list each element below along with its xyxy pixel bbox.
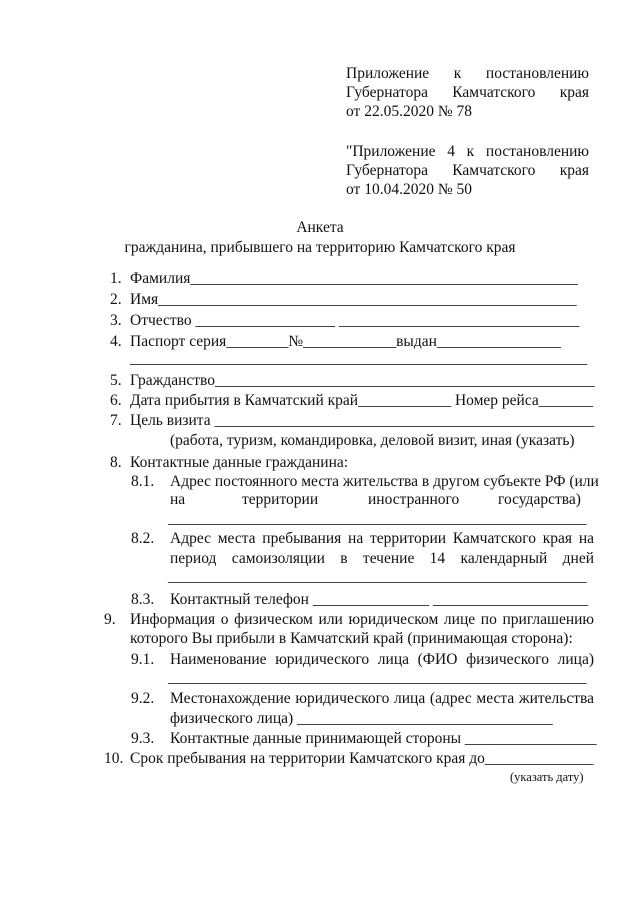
header-line: от 22.05.2020 № 78 xyxy=(346,103,472,120)
host-contacts-field: Контактные данные принимающей стороны _________________ xyxy=(170,730,597,747)
surname-field: Фамилия__________________________________________________ xyxy=(130,270,578,287)
item-number: 8.1. xyxy=(131,473,155,490)
permanent-address-label-2: территории xyxy=(242,491,319,508)
header-line: "Приложение 4 к постановлению xyxy=(346,143,589,160)
stay-period-field: Срок пребывания на территории Камчатского края до______________ xyxy=(130,750,594,767)
host-info-label-2: которого Вы прибыли в Камчатский край (принимающая сторона): xyxy=(130,630,573,647)
header-original-block xyxy=(346,142,589,199)
visit-purpose-hint: (работа, туризм, командировка, деловой визит, иная (указать) xyxy=(170,432,575,449)
stay-address-label-2: период самоизоляции в течение 14 календарный дней xyxy=(170,550,594,567)
contact-data-heading: Контактные данные гражданина: xyxy=(130,454,349,471)
passport-field: Паспорт серия________№____________выдан________________ xyxy=(130,333,561,350)
host-name-line: ______________________________________________________ xyxy=(168,669,587,686)
passport-line-2: ___________________________________________________________ xyxy=(130,350,588,367)
item-number: 2. xyxy=(110,291,122,308)
item-number: 9. xyxy=(104,611,116,628)
permanent-address-label: Адрес постоянного места жительства в другом субъекте РФ (или xyxy=(170,473,599,490)
permanent-address-label-2: государства) xyxy=(498,491,581,508)
citizenship-field: Гражданство_________________________________________________ xyxy=(130,372,595,389)
item-number: 8.3. xyxy=(131,591,155,608)
permanent-address-label-2: на xyxy=(170,491,186,508)
stay-period-hint: (указать дату) xyxy=(510,770,584,784)
item-number: 8.2. xyxy=(131,530,155,547)
stay-address-line: ______________________________________________________ xyxy=(168,568,587,585)
arrival-date-field: Дата прибытия в Камчатский край____________ Номер рейса_______ xyxy=(130,392,594,409)
contact-phone-field: Контактный телефон _______________ ____________________ xyxy=(170,591,588,608)
patronymic-field: Отчество __________________ _______________________________ xyxy=(130,312,580,329)
item-number: 7. xyxy=(110,412,122,429)
name-field: Имя______________________________________________________ xyxy=(130,291,577,308)
permanent-address-line: ______________________________________________________ xyxy=(168,510,587,527)
header-line: Губернатора Камчатского края xyxy=(346,84,589,101)
host-location-field: физического лица) _________________________________ xyxy=(170,710,553,727)
form-title: Анкета xyxy=(296,219,344,236)
item-number: 6. xyxy=(110,392,122,409)
item-number: 8. xyxy=(110,454,122,471)
item-number: 10. xyxy=(104,750,124,767)
permanent-address-label-2: иностранного xyxy=(368,491,460,508)
header-line: Губернатора Камчатского края xyxy=(346,162,589,179)
header-appendix-block xyxy=(346,64,589,121)
host-location-label: Местонахождение юридического лица (адрес места жительства xyxy=(170,690,594,707)
item-number: 3. xyxy=(110,312,122,329)
host-info-label: Информация о физическом или юридическом лице по приглашению xyxy=(130,611,594,628)
item-number: 4. xyxy=(110,333,122,350)
visit-purpose-field: Цель визита _________________________________________________ xyxy=(130,412,595,429)
form-subtitle: гражданина, прибывшего на территорию Камчатского края xyxy=(124,239,516,256)
item-number: 5. xyxy=(110,372,122,389)
item-number: 9.1. xyxy=(131,651,155,668)
item-number: 1. xyxy=(110,270,122,287)
header-line: от 10.04.2020 № 50 xyxy=(346,181,472,198)
item-number: 9.2. xyxy=(131,690,155,707)
header-line: Приложение к постановлению xyxy=(346,65,589,82)
item-number: 9.3. xyxy=(131,730,155,747)
stay-address-label: Адрес места пребывания на территории Камчатского края на xyxy=(170,530,594,547)
host-name-label: Наименование юридического лица (ФИО физического лица) xyxy=(170,651,594,668)
